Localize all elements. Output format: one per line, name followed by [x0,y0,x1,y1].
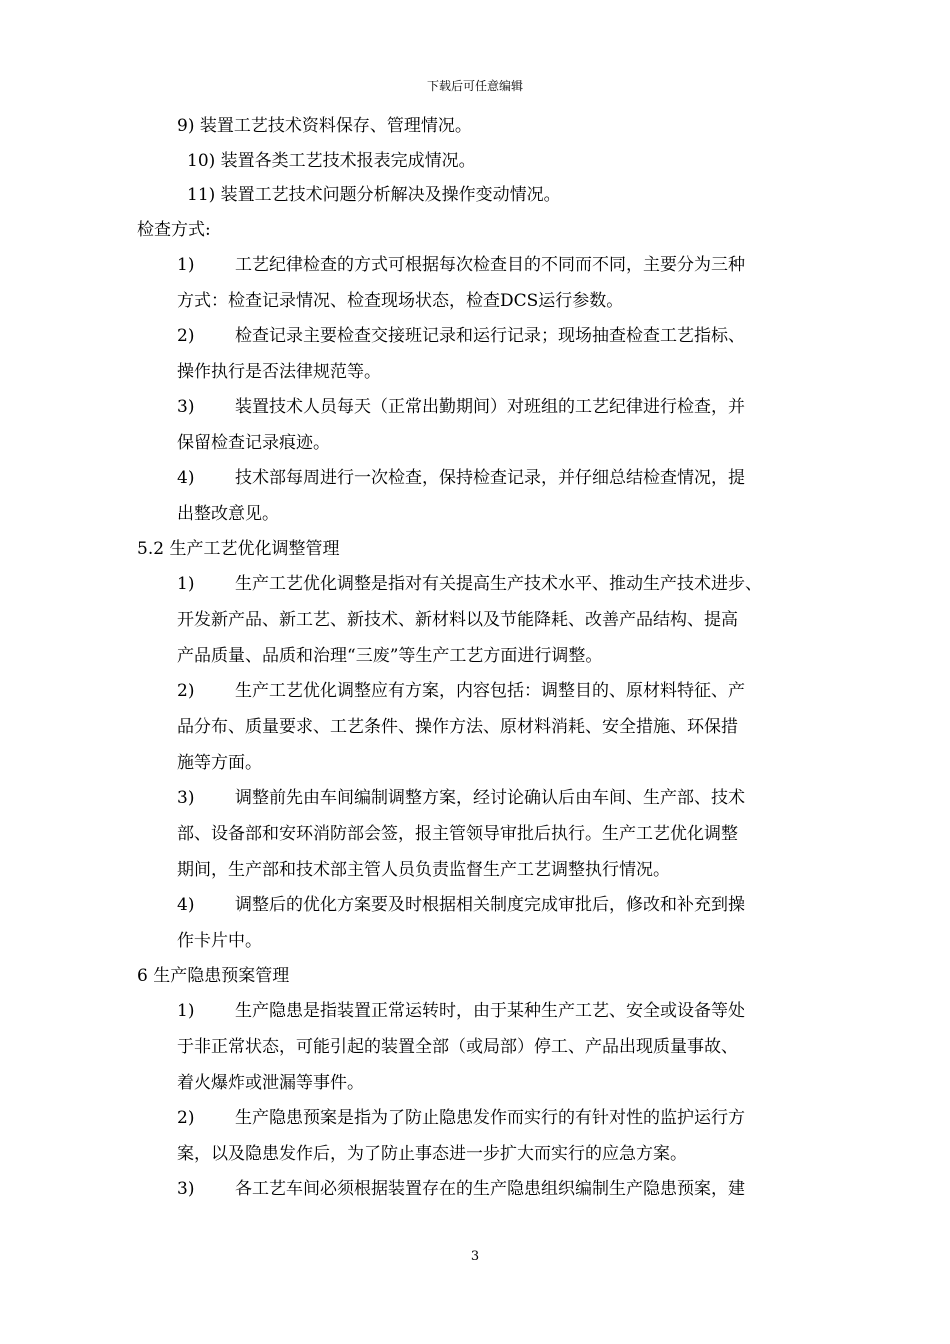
section-heading: 6 生产隐患预案管理 [137,966,290,986]
item-text: 调整前先由车间编制调整方案，经讨论确认后由车间、生产部、技术 [235,788,745,808]
item-number: 4) [177,895,195,915]
item-text: 调整后的优化方案要及时根据相关制度完成审批后，修改和补充到操 [235,895,745,915]
item-number: 2) [177,326,195,346]
paragraph-line [177,572,762,596]
paragraph-line: 于非正常状态，可能引起的装置全部（或局部）停工、产品出现质量事故、 [177,1037,738,1057]
item-text: 装置工艺技术问题分析解决及操作变动情况。 [220,185,561,205]
page-number: 3 [470,1249,480,1264]
paragraph-line [177,679,745,703]
paragraph-line: 产品质量、品质和治理“三废”等生产工艺方面进行调整。 [177,646,603,666]
item-text: 生产工艺优化调整应有方案，内容包括：调整目的、原材料特征、产 [235,681,745,701]
paragraph-line: 品分布、质量要求、工艺条件、操作方法、原材料消耗、安全措施、环保措 [177,717,738,737]
item-number: 3) [177,397,195,417]
paragraph-line [177,324,745,348]
paragraph-line: 保留检查记录痕迹。 [177,433,330,453]
paragraph-line: 施等方面。 [177,753,262,773]
item-number: 1) [177,1001,195,1021]
item-number: 3) [177,788,195,808]
paragraph-line: 方式：检查记录情况、检查现场状态，检查DCS运行参数。 [177,291,624,311]
item-number: 2) [177,1108,195,1128]
item-text: 生产隐患是指装置正常运转时，由于某种生产工艺、安全或设备等处 [235,1001,745,1021]
paragraph-line [177,253,745,277]
paragraph-line: 部、设备部和安环消防部会签，报主管领导审批后执行。生产工艺优化调整 [177,824,738,844]
paragraph-line: 着火爆炸或泄漏等事件。 [177,1073,364,1093]
item-number: 3) [177,1179,195,1199]
paragraph-line: 开发新产品、新工艺、新技术、新材料以及节能降耗、改善产品结构、提高 [177,610,738,630]
paragraph-line: 作卡片中。 [177,931,262,951]
list-item-9 [177,114,472,138]
paragraph-line: 案，以及隐患发作后，为了防止事态进一步扩大而实行的应急方案。 [177,1144,687,1164]
item-number: 11) [187,185,216,205]
paragraph-line [177,893,745,917]
item-text: 装置技术人员每天（正常出勤期间）对班组的工艺纪律进行检查，并 [235,397,745,417]
item-text: 各工艺车间必须根据装置存在的生产隐患组织编制生产隐患预案，建 [235,1179,745,1199]
item-text: 装置各类工艺技术报表完成情况。 [220,151,476,171]
page-header: 下载后可任意编辑 [426,79,523,93]
section-heading: 检查方式: [137,220,211,240]
paragraph-line [177,999,745,1023]
item-text: 工艺纪律检查的方式可根据每次检查目的不同而不同，主要分为三种 [235,255,745,275]
item-number: 2) [177,681,195,701]
section-heading: 5.2 生产工艺优化调整管理 [137,539,340,559]
paragraph-line [177,1177,745,1201]
item-number: 4) [177,468,195,488]
item-number: 1) [177,255,195,275]
paragraph-line: 出整改意见。 [177,504,279,524]
paragraph-line [177,1106,745,1130]
item-text: 生产隐患预案是指为了防止隐患发作而实行的有针对性的监护运行方 [235,1108,745,1128]
item-text: 检查记录主要检查交接班记录和运行记录；现场抽查检查工艺指标、 [235,326,745,346]
item-text: 装置工艺技术资料保存、管理情况。 [199,116,472,136]
list-item-11 [187,183,561,207]
item-number: 10) [187,151,216,171]
paragraph-line [177,395,745,419]
paragraph-line [177,786,745,810]
item-number: 9) [177,116,195,136]
paragraph-line: 操作执行是否法律规范等。 [177,362,381,382]
item-text: 生产工艺优化调整是指对有关提高生产技术水平、推动生产技术进步、 [235,574,762,594]
list-item-10 [187,149,476,173]
item-number: 1) [177,574,195,594]
item-text: 技术部每周进行一次检查，保持检查记录，并仔细总结检查情况，提 [235,468,745,488]
paragraph-line [177,466,745,490]
paragraph-line: 期间，生产部和技术部主管人员负责监督生产工艺调整执行情况。 [177,860,670,880]
